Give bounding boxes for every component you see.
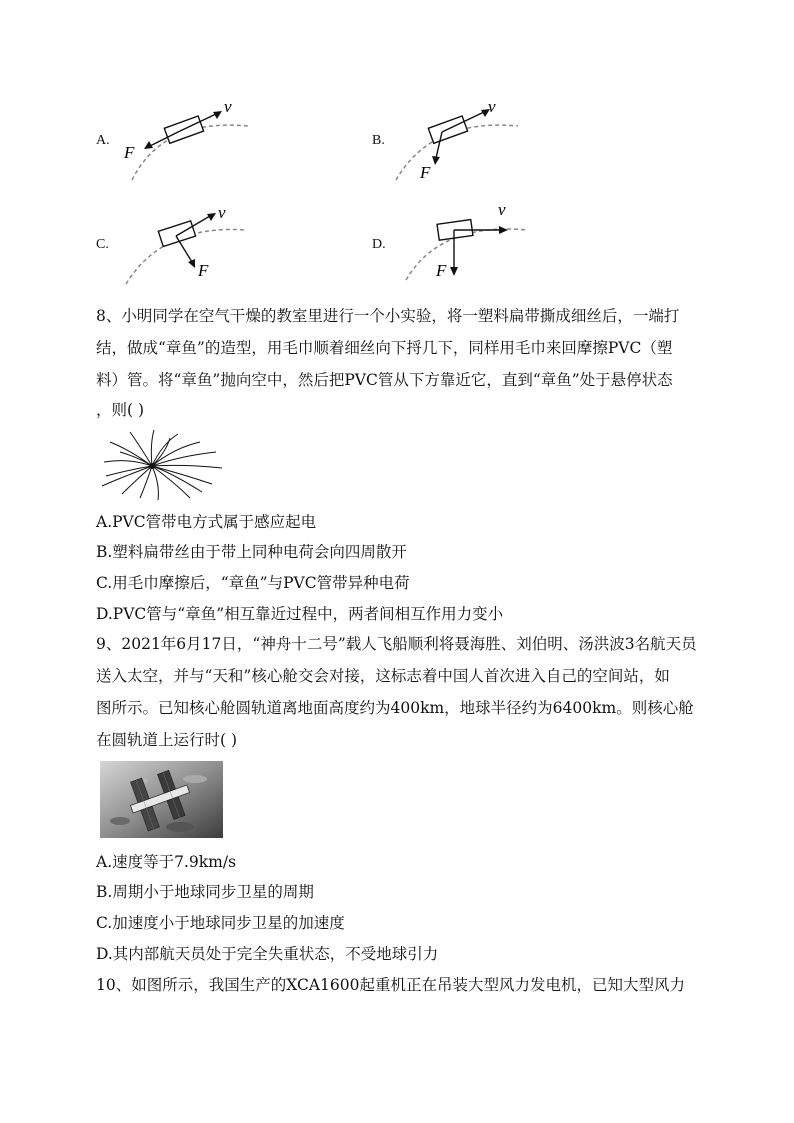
q9-option-b: B.周期小于地球同步卫星的周期 <box>96 883 314 901</box>
q8-option-a: A.PVC管带电方式属于感应起电 <box>96 513 317 531</box>
option-label: D. <box>372 237 386 252</box>
v-label: v <box>224 98 232 116</box>
diagram-b <box>392 98 542 188</box>
option-label: C. <box>96 237 109 252</box>
space-station-photo <box>100 761 223 838</box>
diagram-a <box>118 98 268 188</box>
option-label: A. <box>96 133 110 148</box>
q8-stem-line-3: 料）管。将“章鱼”抛向空中，然后把PVC管从下方靠近它，直到“章鱼”处于悬停状态 <box>96 371 673 389</box>
v-label: v <box>488 98 496 116</box>
q9-option-d: D.其内部航天员处于完全失重状态，不受地球引力 <box>96 945 439 963</box>
q8-option-d: D.PVC管与“章鱼”相互靠近过程中，两者间相互作用力变小 <box>96 605 504 623</box>
f-label: F <box>436 261 447 280</box>
q9-stem-line-3: 图所示。已知核心舱圆轨道离地面高度约为400km，地球半径约为6400km。则核心舱 <box>96 699 694 717</box>
f-label: F <box>124 143 135 162</box>
q10-stem-line-1: 10、如图所示，我国生产的XCA1600起重机正在吊装大型风力发电机，已知大型风力 <box>96 976 685 994</box>
q8-option-c: C.用毛巾摩擦后，“章鱼”与PVC管带异种电荷 <box>96 574 410 592</box>
f-label: F <box>198 261 209 280</box>
q9-stem-line-4: 在圆轨道上运行时( ) <box>96 731 238 749</box>
q8-stem-line-4: ，则( ) <box>96 401 145 419</box>
option-label: B. <box>372 133 385 148</box>
diagram-d <box>400 200 550 290</box>
octopus-figure <box>100 428 228 504</box>
q8-stem-line-2: 结，做成“章鱼”的造型，用毛巾顺着细丝向下捋几下，同样用毛巾来回摩擦PVC（塑 <box>96 339 673 357</box>
q9-stem-line-1: 9、2021年6月17日，“神舟十二号”载人飞船顺利将聂海胜、刘伯明、汤洪波3名航天员 <box>96 635 697 653</box>
diagram-c <box>118 200 268 290</box>
v-label: v <box>498 200 506 219</box>
q8-stem-line-1: 8、小明同学在空气干燥的教室里进行一个小实验，将一塑料扁带撕成细丝后，一端打 <box>96 307 680 325</box>
q9-stem-line-2: 送入太空，并与“天和”核心舱交会对接，这标志着中国人首次进入自己的空间站，如 <box>96 667 670 685</box>
q8-option-b: B.塑料扁带丝由于带上同种电荷会向四周散开 <box>96 543 407 561</box>
f-label: F <box>420 163 431 182</box>
q9-option-a: A.速度等于7.9km/s <box>96 853 237 871</box>
v-label: v <box>218 203 226 222</box>
q9-option-c: C.加速度小于地球同步卫星的加速度 <box>96 914 345 932</box>
